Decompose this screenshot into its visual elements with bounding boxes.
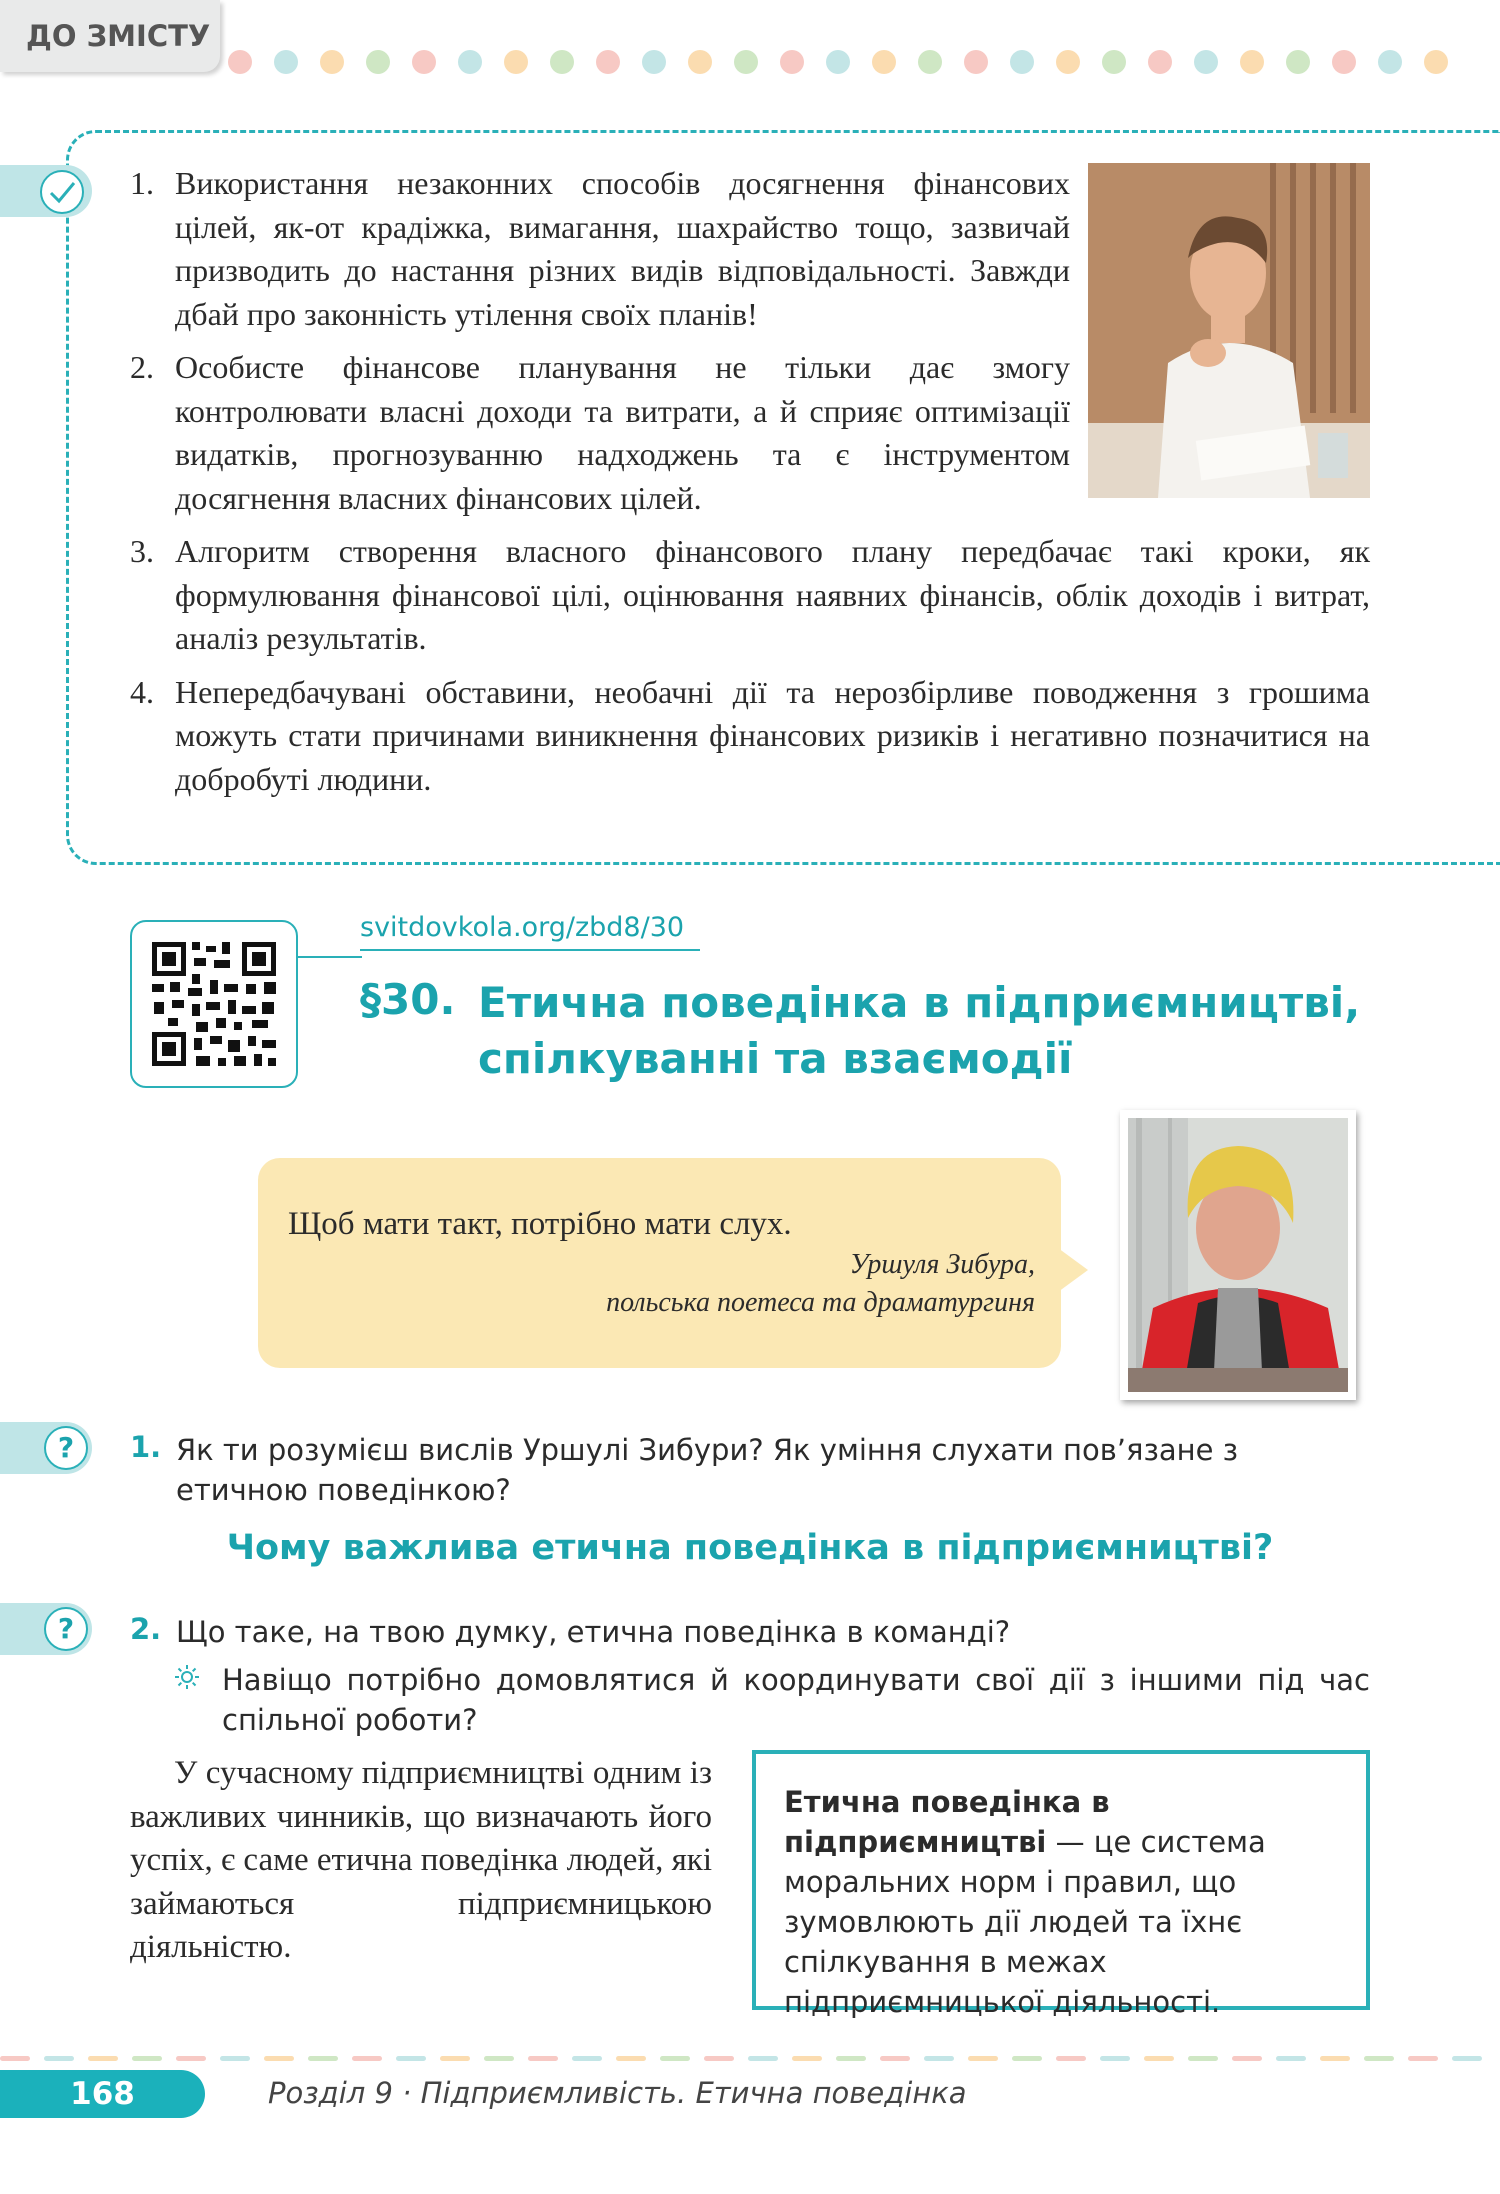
question-icon: ? <box>44 1607 88 1651</box>
decorative-dash <box>1276 2056 1306 2061</box>
decorative-dot <box>872 50 896 74</box>
decorative-dash <box>572 2056 602 2061</box>
decorative-dot <box>826 50 850 74</box>
summary-item <box>130 162 1370 336</box>
question-number: 2. <box>130 1612 162 1646</box>
subquestion-text: Навіщо потрібно домовлятися й координувати свої дії з іншими під час спільної роботи? <box>222 1663 1370 1737</box>
summary-item-text: Непередбачувані обставини, необачні дії та нерозбірливе поводження з грошима можуть стати причинами виникнення фінансових ризиків і негативно позначитися на добробуті людини. <box>175 673 1370 797</box>
definition-box <box>752 1750 1370 2019</box>
chapter-title: Розділ 9 · Підприємливість. Етична поведінка <box>268 2076 967 2110</box>
summary-item-number: 3. <box>130 533 154 569</box>
decorative-dot <box>734 50 758 74</box>
qr-code[interactable] <box>130 920 298 1088</box>
decorative-dash <box>836 2056 866 2061</box>
section-title: Етична поведінка в підприємництві, спілкуванні та взаємодії <box>478 978 1361 1083</box>
decorative-dash <box>88 2056 118 2061</box>
summary-item-number: 2. <box>130 349 154 385</box>
decorative-dot <box>1010 50 1034 74</box>
section-subheading: Чому важлива етична поведінка в підприємництві? <box>226 1528 1274 1568</box>
body-paragraph: У сучасному підприємництві одним із важливих чинників, що визначають його успіх, є саме етична поведінка людей, які займаються підприємницькою діяльністю. <box>130 1755 712 1965</box>
decorative-dash <box>528 2056 558 2061</box>
decorative-dash <box>44 2056 74 2061</box>
page-number: 168 <box>0 2070 205 2118</box>
quote-bubble-tail <box>1058 1248 1088 1292</box>
decorative-dot <box>1332 50 1356 74</box>
decorative-dot <box>1378 50 1402 74</box>
summary-item <box>130 530 1370 661</box>
question-icon: ? <box>44 1426 88 1470</box>
decorative-dot <box>274 50 298 74</box>
decorative-dash <box>880 2056 910 2061</box>
summary-item-number: 1. <box>130 165 154 201</box>
decorative-dash <box>968 2056 998 2061</box>
decorative-dot <box>320 50 344 74</box>
question-number: 1. <box>130 1430 162 1464</box>
toc-button[interactable]: ДО ЗМІСТУ <box>0 0 220 72</box>
checkmark-icon <box>40 170 84 214</box>
decorative-dot <box>642 50 666 74</box>
decorative-dash <box>1056 2056 1086 2061</box>
decorative-dot <box>1148 50 1172 74</box>
decorative-dash <box>616 2056 646 2061</box>
decorative-dash <box>748 2056 778 2061</box>
decorative-dash <box>220 2056 250 2061</box>
summary-item <box>130 346 1370 520</box>
decorative-dash <box>924 2056 954 2061</box>
quote-author: Уршуля Зибура, <box>849 1249 1035 1280</box>
question-text: Як ти розумієш вислів Уршулі Зибури? Як уміння слухати пов’язане з етичною поведінкою? <box>176 1433 1239 1507</box>
decorative-dot <box>228 50 252 74</box>
decorative-dash <box>484 2056 514 2061</box>
summary-item <box>130 671 1370 802</box>
decorative-dash <box>264 2056 294 2061</box>
definition-term: Етична поведінка в підприємництві <box>784 1785 1110 1859</box>
decorative-dash <box>0 2056 30 2061</box>
sun-icon <box>174 1664 200 1690</box>
decorative-dot <box>1286 50 1310 74</box>
definition-text: — це система моральних норм і правил, що зумовлюють дії людей та їхнє спілкування в межах підприємницької діяльності. <box>784 1825 1266 2019</box>
decorative-dot <box>1240 50 1264 74</box>
section-number: §30. <box>360 975 456 1024</box>
summary-item-text: Використання незаконних способів досягнення фінансових цілей, як-от крадіжка, вимагання, шахрайство тощо, зазвичай призводить до настання різних видів відповідальності. Завжди дбай про законність утілення своїх планів! <box>175 165 1070 332</box>
decorative-dash <box>1408 2056 1438 2061</box>
decorative-dash <box>308 2056 338 2061</box>
decorative-dash <box>440 2056 470 2061</box>
decorative-dots <box>228 50 1500 74</box>
section-link[interactable]: svitdovkola.org/zbd8/30 <box>360 912 700 951</box>
decorative-dash <box>396 2056 426 2061</box>
decorative-dot <box>366 50 390 74</box>
summary-item-number: 4. <box>130 673 154 710</box>
decorative-dash <box>1320 2056 1350 2061</box>
decorative-dash <box>704 2056 734 2061</box>
decorative-dot <box>1424 50 1448 74</box>
decorative-dash <box>352 2056 382 2061</box>
summary-list <box>130 162 1370 811</box>
quote-text: Щоб мати такт, потрібно мати слух. <box>288 1206 792 1242</box>
decorative-dot <box>550 50 574 74</box>
decorative-dash <box>176 2056 206 2061</box>
quote-author-description: польська поетеса та драматургиня <box>606 1287 1035 1318</box>
decorative-dot <box>780 50 804 74</box>
summary-item-text: Особисте фінансове планування не тільки дає змогу контролювати власні доходи та витрати, а й сприяє оптимізації видатків, прогнозуванню надходжень та є інструментом досягнення власних фінансових цілей. <box>175 349 1070 516</box>
decorative-dot <box>1056 50 1080 74</box>
decorative-dot <box>458 50 482 74</box>
decorative-dash <box>1188 2056 1218 2061</box>
decorative-dash <box>1012 2056 1042 2061</box>
summary-item-text: Алгоритм створення власного фінансового плану передбачає такі кроки, як формулювання фінансової цілі, оцінювання наявних фінансів, облік доходів і витрат, аналіз результатів. <box>175 533 1370 656</box>
quote-bubble <box>258 1158 1061 1368</box>
decorative-dot <box>504 50 528 74</box>
decorative-dot <box>412 50 436 74</box>
decorative-dash <box>1100 2056 1130 2061</box>
decorative-dashes <box>0 2056 1500 2062</box>
decorative-dash <box>1144 2056 1174 2061</box>
decorative-dot <box>964 50 988 74</box>
decorative-dot <box>688 50 712 74</box>
decorative-dash <box>132 2056 162 2061</box>
decorative-dash <box>1364 2056 1394 2061</box>
photo-quote-author <box>1120 1110 1356 1400</box>
decorative-dot <box>596 50 620 74</box>
decorative-dot <box>1102 50 1126 74</box>
link-connector <box>298 956 362 958</box>
decorative-dash <box>792 2056 822 2061</box>
decorative-dash <box>1232 2056 1262 2061</box>
decorative-dot <box>918 50 942 74</box>
question-text: Що таке, на твою думку, етична поведінка в команді? <box>176 1615 1011 1649</box>
decorative-dot <box>1194 50 1218 74</box>
decorative-dash <box>660 2056 690 2061</box>
decorative-dash <box>1452 2056 1482 2061</box>
